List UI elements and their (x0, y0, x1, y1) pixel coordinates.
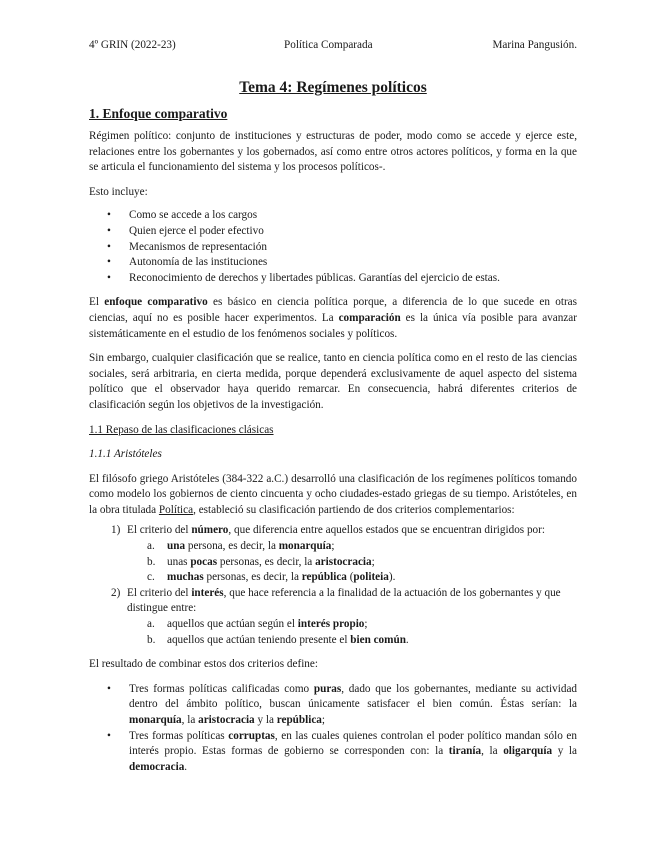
bullet-icon: • (107, 256, 111, 269)
book-title: Política (158, 503, 194, 516)
includes-label: Esto incluye: (89, 185, 148, 198)
list-item: • Como se accede a los cargos (89, 208, 577, 224)
list-item: c. muchas personas, es decir, la república (politeia). (147, 571, 396, 584)
paragraph-aristotle: El filósofo griego Aristóteles (384-322 a.C.) desarrolló una clasificación de los regímenes políticos tomando como modelo los gobiernos de ciento cincuenta y ocho ciudades-estado griegas de su tiempo. Aristóteles, en la obra titulada Política, estableció su clasificación partiendo de dos criterios complementarios: (89, 472, 577, 516)
bullet-icon: • (107, 240, 111, 253)
page-header (89, 38, 577, 54)
header-subject: Política Comparada (284, 39, 373, 51)
interest-sublist (127, 617, 577, 648)
paragraph-classification: Sin embargo, cualquier clasificación que se realice, tanto en ciencia política como en el resto de las ciencias sociales, será arbitraria, en cierta medida, porque dependerá exclusivamente de aquel aspecto del sistema político que el observador haya querido remarcar. En consecuencia, habrá diferentes criterios de clasificación según los objetivos de la investigación. (89, 352, 577, 411)
bullet-icon: • (107, 729, 111, 742)
list-item: • Tres formas políticas corruptas, en las cuales quienes controlan el poder político mandan sólo en interés propio. Estas formas de gobierno se corresponden con: la tiranía, la oligarquía y la democracia. (107, 729, 577, 773)
document-title: Tema 4: Regímenes políticos (239, 79, 427, 96)
list-item: • Tres formas políticas calificadas como puras, dado que los gobernantes, mediante su actividad dentro del ámbito político, buscan únicamente satisfacer el bien común. Éstas serían: la monarquía, la aristocracia y la república; (107, 682, 578, 726)
criteria-list (89, 523, 577, 648)
subsubsection-heading: 1.1.1 Aristóteles (89, 448, 162, 461)
list-item: • Quien ejerce el poder efectivo (89, 224, 577, 240)
criterion-interest: 2) El criterio del interés, que hace referencia a la finalidad de la actuación de los gobernantes y que distingue entre: a. aquellos que actúan según el interés propio; b. aquellos que actúan teniendo presente el bien común. (89, 586, 577, 648)
criterion-number: 1) El criterio del número, que diferencia entre aquellos estados que se encuentran dirigidos por: a. una persona, es decir, la monarquía; b. unas pocas personas, es decir, la aristocracia; c. muchas personas, es decir, la república (politeia). (89, 523, 577, 585)
section-heading: 1. Enfoque comparativo (89, 106, 228, 121)
bullet-icon: • (107, 271, 111, 284)
forms-list (89, 682, 577, 776)
bullet-icon: • (107, 209, 111, 222)
header-author: Marina Pangusión. (492, 39, 577, 51)
list-item: • Autonomía de las instituciones (89, 255, 577, 271)
bullet-icon: • (107, 224, 111, 237)
list-item: • Reconocimiento de derechos y libertades públicas. Garantías del ejercicio de estas. (89, 271, 577, 287)
number-sublist (127, 539, 577, 586)
list-item: b. aquellos que actúan teniendo presente el bien común. (147, 633, 409, 646)
document-body (89, 78, 577, 775)
paragraph-definition: Régimen político: conjunto de instituciones y estructuras de poder, modo como se accede y ejerce este, relaciones entre los gobernantes y los gobernados, así como entre otros actores políticos, y forma en la que se articula el funcionamiento del sistema y los procesos políticos-. (89, 130, 577, 174)
list-item: a. aquellos que actúan según el interés propio; (147, 618, 368, 631)
list-item: b. unas pocas personas, es decir, la aristocracia; (147, 555, 375, 568)
includes-list (89, 208, 577, 286)
list-item: • Mecanismos de representación (89, 240, 577, 256)
paragraph-comparative: El enfoque comparativo es básico en ciencia política porque, a diferencia de lo que sucede en otras ciencias, aquí no es posible hacer experimentos. La comparación es la única vía posible para avanzar sistemáticamente en el estudio de los fenómenos sociales y políticos. (89, 296, 578, 340)
list-item: a. una persona, es decir, la monarquía; (147, 540, 335, 553)
bullet-icon: • (107, 682, 111, 695)
result-label: El resultado de combinar estos dos criterios define: (89, 658, 318, 671)
subsection-heading: 1.1 Repaso de las clasificaciones clásicas (89, 423, 274, 436)
header-course: 4º GRIN (2022-23) (89, 39, 176, 51)
